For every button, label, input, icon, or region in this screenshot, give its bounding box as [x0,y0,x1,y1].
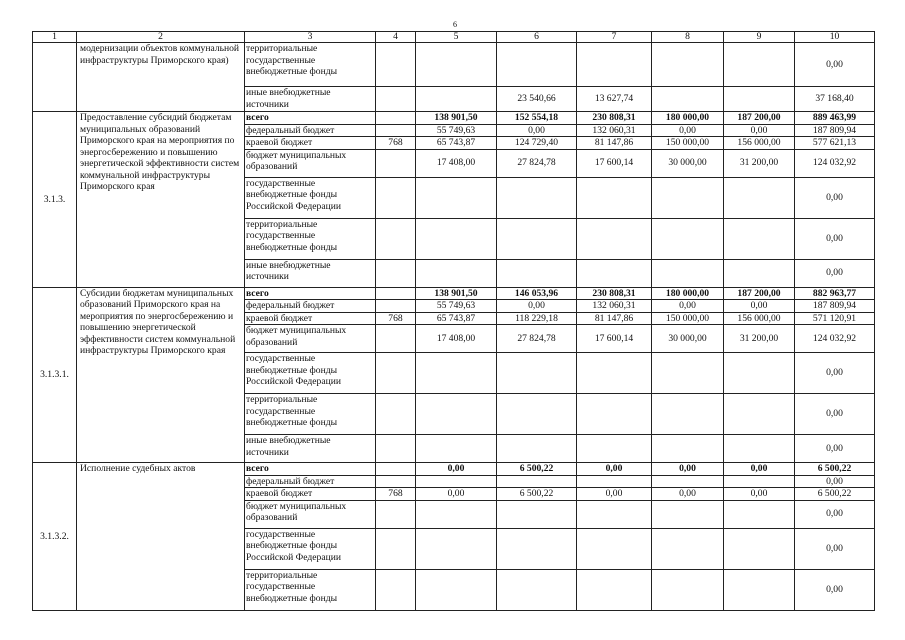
header-cell: 3 [245,32,376,43]
page-number: 6 [453,20,457,29]
year-value [497,353,577,394]
year-value [724,87,795,112]
total-value: 882 963,77 [795,287,875,300]
year-value: 81 147,86 [577,137,652,150]
year-value [416,353,497,394]
year-value [652,475,724,488]
funding-source: всего [245,287,376,300]
year-value [416,500,497,528]
total-value: 0,00 [795,475,875,488]
year-value: 0,00 [497,300,577,313]
year-value [652,353,724,394]
budget-table [32,31,875,611]
year-value [497,259,577,287]
year-value: 0,00 [724,488,795,501]
year-value [416,569,497,610]
year-value [652,528,724,569]
year-value [652,43,724,87]
year-value [497,394,577,435]
total-value: 187 809,94 [795,124,875,137]
header-cell: 10 [795,32,875,43]
year-value: 31 200,00 [724,325,795,353]
admin-code [376,218,416,259]
funding-source: иные внебюджетные источники [245,87,376,112]
year-value: 31 200,00 [724,149,795,177]
year-value [416,87,497,112]
year-value [577,475,652,488]
year-value [416,475,497,488]
year-value: 0,00 [652,488,724,501]
year-value: 17 408,00 [416,149,497,177]
header-cell: 1 [33,32,77,43]
total-value: 577 621,13 [795,137,875,150]
year-value: 30 000,00 [652,325,724,353]
total-value: 37 168,40 [795,87,875,112]
year-value [497,528,577,569]
year-value [724,43,795,87]
funding-source: иные внебюджетные источники [245,259,376,287]
total-value: 0,00 [795,528,875,569]
year-value [497,500,577,528]
year-value [724,218,795,259]
year-value: 0,00 [724,300,795,313]
funding-source: территориальные государственные внебюджетные фонды [245,43,376,87]
year-value: 0,00 [416,463,497,476]
year-value: 118 229,18 [497,312,577,325]
funding-source: бюджет муниципальных образований [245,500,376,528]
year-value: 0,00 [652,463,724,476]
year-value: 17 408,00 [416,325,497,353]
admin-code: 768 [376,312,416,325]
year-value [416,435,497,463]
header-cell: 2 [77,32,245,43]
year-value: 55 749,63 [416,300,497,313]
year-value: 0,00 [724,463,795,476]
year-value [416,259,497,287]
year-value: 81 147,86 [577,312,652,325]
admin-code [376,394,416,435]
admin-code [376,149,416,177]
year-value: 17 600,14 [577,325,652,353]
admin-code [376,287,416,300]
year-value [497,435,577,463]
admin-code [376,353,416,394]
admin-code [376,528,416,569]
item-description: модернизации объектов коммунальной инфраструктуры Приморского края) [77,43,245,112]
total-value: 124 032,92 [795,149,875,177]
item-code [33,43,77,112]
year-value: 27 824,78 [497,149,577,177]
year-value: 180 000,00 [652,112,724,125]
admin-code [376,87,416,112]
funding-source: бюджет муниципальных образований [245,149,376,177]
admin-code: 768 [376,488,416,501]
funding-source: краевой бюджет [245,488,376,501]
header-cell: 9 [724,32,795,43]
year-value: 0,00 [652,300,724,313]
item-description: Исполнение судебных актов [77,463,245,611]
admin-code [376,463,416,476]
year-value [416,177,497,218]
year-value [416,394,497,435]
funding-source: территориальные государственные внебюджетные фонды [245,394,376,435]
year-value [497,177,577,218]
admin-code [376,112,416,125]
header-cell: 6 [497,32,577,43]
year-value: 146 053,96 [497,287,577,300]
year-value [724,569,795,610]
table-row [33,287,875,300]
header-cell: 8 [652,32,724,43]
total-value: 0,00 [795,43,875,87]
year-value: 0,00 [416,488,497,501]
year-value [577,353,652,394]
year-value: 132 060,31 [577,300,652,313]
year-value: 6 500,22 [497,488,577,501]
year-value [724,259,795,287]
total-value: 0,00 [795,394,875,435]
admin-code [376,435,416,463]
year-value: 17 600,14 [577,149,652,177]
year-value [652,569,724,610]
total-value: 0,00 [795,259,875,287]
year-value: 6 500,22 [497,463,577,476]
admin-code [376,124,416,137]
year-value: 0,00 [577,488,652,501]
year-value: 138 901,50 [416,287,497,300]
year-value: 65 743,87 [416,137,497,150]
funding-source: территориальные государственные внебюджетные фонды [245,218,376,259]
year-value [652,500,724,528]
year-value [577,500,652,528]
year-value: 13 627,74 [577,87,652,112]
year-value: 0,00 [577,463,652,476]
year-value: 132 060,31 [577,124,652,137]
funding-source: краевой бюджет [245,137,376,150]
year-value [652,394,724,435]
year-value: 187 200,00 [724,112,795,125]
year-value: 152 554,18 [497,112,577,125]
header-cell: 7 [577,32,652,43]
admin-code: 768 [376,137,416,150]
year-value [497,475,577,488]
total-value: 889 463,99 [795,112,875,125]
item-description: Субсидии бюджетам муниципальных образований Приморского края на мероприятия по энергосбережению и повышению энергетической эффективности систем коммунальной инфраструктуры Приморского края [77,287,245,463]
year-value [652,259,724,287]
total-value: 0,00 [795,500,875,528]
table-row [33,112,875,125]
year-value: 187 200,00 [724,287,795,300]
funding-source: иные внебюджетные источники [245,435,376,463]
year-value [724,435,795,463]
year-value: 0,00 [652,124,724,137]
year-value: 0,00 [497,124,577,137]
header-cell: 5 [416,32,497,43]
year-value: 0,00 [724,124,795,137]
admin-code [376,569,416,610]
funding-source: федеральный бюджет [245,124,376,137]
admin-code [376,43,416,87]
year-value [416,528,497,569]
funding-source: всего [245,463,376,476]
total-value: 0,00 [795,177,875,218]
funding-source: государственные внебюджетные фонды Российской Федерации [245,177,376,218]
funding-source: бюджет муниципальных образований [245,325,376,353]
total-value: 0,00 [795,218,875,259]
item-code: 3.1.3. [33,112,77,288]
admin-code [376,300,416,313]
year-value: 138 901,50 [416,112,497,125]
year-value: 180 000,00 [652,287,724,300]
year-value [577,569,652,610]
funding-source: государственные внебюджетные фонды Российской Федерации [245,353,376,394]
total-value: 0,00 [795,569,875,610]
admin-code [376,325,416,353]
year-value: 150 000,00 [652,137,724,150]
year-value [497,569,577,610]
item-code: 3.1.3.1. [33,287,77,463]
admin-code [376,177,416,218]
year-value [652,177,724,218]
year-value [652,87,724,112]
year-value: 150 000,00 [652,312,724,325]
total-value: 6 500,22 [795,463,875,476]
year-value: 156 000,00 [724,312,795,325]
year-value: 23 540,66 [497,87,577,112]
year-value [724,353,795,394]
year-value: 30 000,00 [652,149,724,177]
year-value [416,218,497,259]
admin-code [376,475,416,488]
total-value: 0,00 [795,435,875,463]
year-value [577,177,652,218]
year-value [724,177,795,218]
funding-source: федеральный бюджет [245,475,376,488]
funding-source: краевой бюджет [245,312,376,325]
funding-source: государственные внебюджетные фонды Российской Федерации [245,528,376,569]
year-value: 65 743,87 [416,312,497,325]
year-value: 156 000,00 [724,137,795,150]
year-value [577,394,652,435]
year-value: 230 808,31 [577,112,652,125]
total-value: 124 032,92 [795,325,875,353]
year-value [724,528,795,569]
funding-source: всего [245,112,376,125]
year-value [724,394,795,435]
year-value [577,435,652,463]
year-value [577,218,652,259]
year-value [497,43,577,87]
year-value [416,43,497,87]
year-value [497,218,577,259]
item-code: 3.1.3.2. [33,463,77,611]
year-value: 27 824,78 [497,325,577,353]
year-value [577,528,652,569]
total-value: 6 500,22 [795,488,875,501]
funding-source: федеральный бюджет [245,300,376,313]
admin-code [376,500,416,528]
funding-source: территориальные государственные внебюджетные фонды [245,569,376,610]
year-value [652,218,724,259]
admin-code [376,259,416,287]
year-value [724,500,795,528]
header-cell: 4 [376,32,416,43]
total-value: 571 120,91 [795,312,875,325]
year-value [724,475,795,488]
table-row [33,463,875,476]
table-row [33,43,875,87]
item-description: Предоставление субсидий бюджетам муниципальных образований Приморского края на мероприятия по энергосбережению и повышению энергетической эффективности систем коммунальной инфраструктуры Приморского края [77,112,245,288]
year-value [577,259,652,287]
year-value [652,435,724,463]
total-value: 0,00 [795,353,875,394]
year-value [577,43,652,87]
header-row [33,32,875,43]
year-value: 55 749,63 [416,124,497,137]
year-value: 230 808,31 [577,287,652,300]
year-value: 124 729,40 [497,137,577,150]
total-value: 187 809,94 [795,300,875,313]
